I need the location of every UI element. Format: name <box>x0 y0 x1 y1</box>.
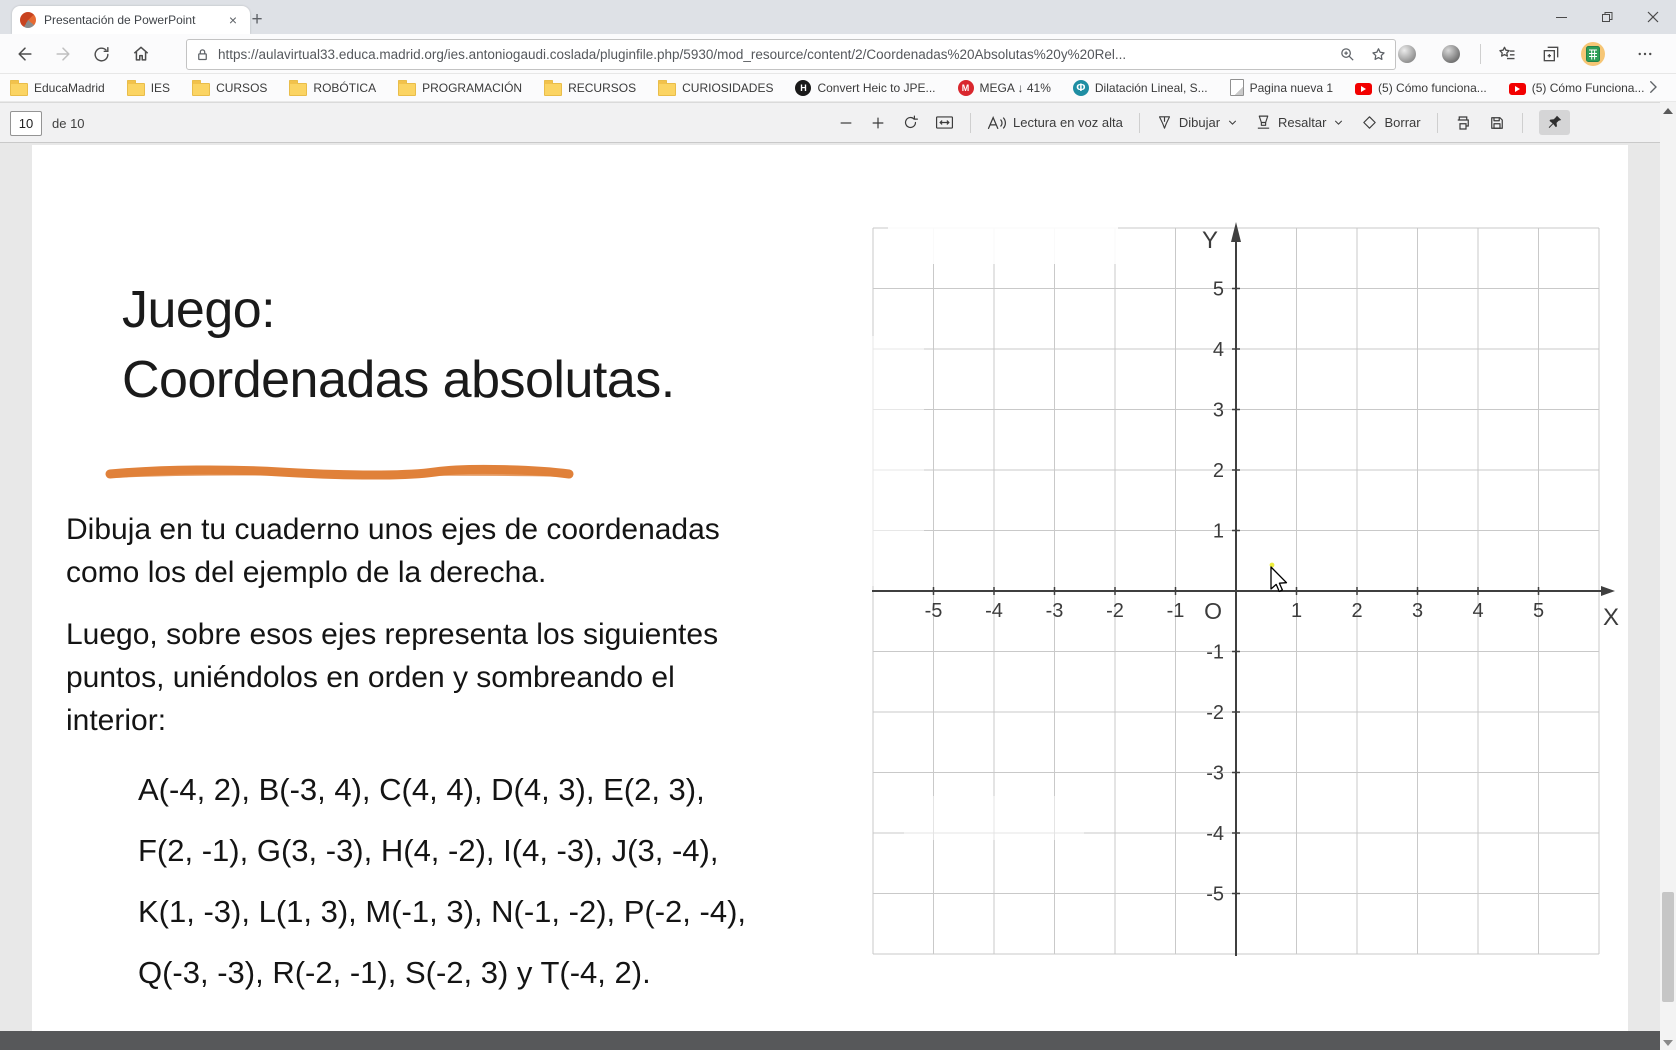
window-restore-button[interactable] <box>1584 0 1630 34</box>
restore-icon <box>1601 11 1613 23</box>
pin-toolbar-button[interactable] <box>1539 110 1570 135</box>
y-tick-label: -4 <box>1206 823 1224 845</box>
bookmark-label: Pagina nueva 1 <box>1249 80 1334 95</box>
draw-label: Dibujar <box>1178 115 1221 130</box>
page-gap-bar <box>0 1031 1660 1050</box>
bookmark-item[interactable] <box>1073 80 1208 96</box>
fit-width-icon <box>935 114 954 131</box>
zoom-page-icon[interactable] <box>1339 46 1356 63</box>
rotate-button[interactable] <box>902 114 919 131</box>
tab-strip <box>0 0 1676 34</box>
folder-icon <box>289 83 307 96</box>
bookmark-item[interactable] <box>10 80 105 96</box>
scroll-up-icon[interactable] <box>1663 108 1673 114</box>
forward-button <box>50 41 76 67</box>
y-axis-label: Y <box>1201 227 1218 254</box>
toolbar-separator <box>1139 113 1140 133</box>
bookmarks-overflow-button[interactable] <box>1644 78 1662 96</box>
close-icon <box>1647 11 1659 23</box>
x-tick-label: -1 <box>1166 600 1185 622</box>
y-tick-label: 2 <box>1212 460 1224 482</box>
pin-icon <box>1546 114 1563 131</box>
eraser-icon <box>1361 114 1378 131</box>
chevron-down-icon <box>1226 116 1239 129</box>
phi-icon <box>1073 80 1089 96</box>
minimize-icon <box>1556 17 1567 18</box>
x-tick-label: 2 <box>1351 600 1363 622</box>
save-icon <box>1488 114 1506 132</box>
x-tick-label: -2 <box>1106 600 1124 622</box>
forward-icon <box>53 44 73 64</box>
text-line: Q(-3, -3), R(-2, -1), S(-2, 3) y T(-4, 2). <box>138 955 651 990</box>
bookmark-item[interactable] <box>1509 81 1645 95</box>
h-circle-icon <box>795 80 811 96</box>
bookmark-label: (5) Cómo Funciona... <box>1531 80 1645 95</box>
bookmark-item[interactable] <box>544 80 636 96</box>
folder-icon <box>192 83 210 96</box>
bookmark-label: IES <box>150 80 171 95</box>
bookmark-item[interactable] <box>289 80 376 96</box>
browser-tab[interactable] <box>12 6 250 34</box>
collections-icon <box>1541 44 1561 64</box>
nav-separator <box>1480 44 1481 64</box>
youtube-icon <box>1355 83 1372 95</box>
read-aloud-label: Lectura en voz alta <box>1013 115 1123 130</box>
bookmark-label: RECURSOS <box>568 80 637 95</box>
draw-button[interactable] <box>1156 114 1239 131</box>
favorite-star-icon[interactable] <box>1370 46 1387 63</box>
slide-title <box>122 275 675 415</box>
y-tick-label: -1 <box>1206 641 1224 664</box>
text-line: A(-4, 2), B(-3, 4), C(4, 4), D(4, 3), E(2, 3), <box>138 772 705 807</box>
y-tick-label: -3 <box>1206 762 1224 785</box>
origin-label: O <box>1204 598 1222 624</box>
lock-icon <box>195 47 210 62</box>
pdf-content-area <box>0 143 1676 1050</box>
page-total-label: de 10 <box>52 116 85 131</box>
y-tick-label: 1 <box>1212 520 1224 543</box>
bookmark-item[interactable] <box>1230 79 1333 96</box>
page-number-input[interactable] <box>10 111 42 136</box>
scroll-down-icon[interactable] <box>1663 1040 1673 1046</box>
x-tick-label: 1 <box>1290 600 1303 622</box>
bookmark-item[interactable] <box>127 80 170 96</box>
tab-close-icon[interactable]: × <box>228 12 238 28</box>
text-line: Luego, sobre esos ejes representa los siguientes <box>66 618 719 651</box>
erase-button[interactable] <box>1361 114 1420 131</box>
bookmark-item[interactable] <box>192 80 267 96</box>
scrollbar-thumb[interactable] <box>1662 892 1674 1002</box>
slide-title-line2: Coordenadas absolutas. <box>122 351 675 409</box>
read-aloud-icon <box>987 115 1007 131</box>
erase-label: Borrar <box>1384 115 1421 130</box>
toolbar-separator <box>1437 113 1438 133</box>
folder-icon <box>10 83 28 96</box>
highlighter-icon <box>1255 114 1272 131</box>
calculator-extension-button[interactable] <box>1580 41 1606 67</box>
chevron-right-icon <box>1644 78 1662 96</box>
powerpoint-favicon-icon <box>20 12 36 28</box>
slide-points-list <box>138 759 746 1003</box>
slide-title-line1: Juego: <box>122 281 276 339</box>
folder-icon <box>398 83 416 96</box>
bookmark-item[interactable] <box>1355 81 1487 95</box>
folder-icon <box>658 83 676 96</box>
x-tick-label: -4 <box>985 600 1003 622</box>
toolbar-separator <box>970 113 971 133</box>
youtube-icon <box>1509 83 1526 95</box>
bookmark-label: CURIOSIDADES <box>682 80 774 95</box>
x-tick-label: 5 <box>1532 600 1545 622</box>
extension-orb-1-icon[interactable] <box>1394 41 1420 67</box>
bookmarks-bar <box>0 74 1676 102</box>
bookmark-label: ROBÓTICA <box>313 80 377 95</box>
address-bar[interactable] <box>186 39 1396 70</box>
refresh-icon <box>92 45 111 64</box>
minus-icon <box>838 115 854 131</box>
slide-paragraph-2 <box>66 613 718 742</box>
pen-icon <box>1156 114 1173 131</box>
print-button[interactable] <box>1454 114 1472 132</box>
y-tick-label: -5 <box>1206 883 1224 906</box>
navigation-bar <box>0 34 1676 74</box>
vertical-scrollbar[interactable] <box>1660 102 1676 1050</box>
text-line: como los del ejemplo de la derecha. <box>66 556 547 589</box>
save-button[interactable] <box>1488 114 1506 132</box>
y-tick-label: 4 <box>1212 339 1224 361</box>
highlight-button[interactable] <box>1255 114 1345 131</box>
rotate-icon <box>902 114 919 131</box>
bookmark-label: Dilatación Lineal, S... <box>1094 80 1208 95</box>
slide-paragraph-1 <box>66 508 720 594</box>
folder-icon <box>544 83 562 96</box>
printer-icon <box>1454 114 1472 132</box>
coordinate-grid-svg <box>858 196 1628 986</box>
bookmark-label: EducaMadrid <box>34 80 105 95</box>
fit-width-button[interactable] <box>935 114 954 131</box>
text-line: puntos, uniéndolos en orden y sombreando el <box>66 661 675 694</box>
new-tab-button[interactable]: + <box>251 9 263 30</box>
plus-icon <box>870 115 886 131</box>
back-icon <box>15 44 35 64</box>
x-axis-label: X <box>1602 604 1620 631</box>
text-line: F(2, -1), G(3, -3), H(4, -2), I(4, -3), J(3, -4), <box>138 833 719 868</box>
x-tick-label: 3 <box>1411 600 1424 622</box>
url-text: https://aulavirtual33.educa.madrid.org/ies.antoniogaudi.coslada/pluginfile.php/5930/mod_resource/content/2/Coordenadas%20Absolutas%20y%20Rel... <box>218 47 1127 62</box>
window-minimize-button[interactable] <box>1538 0 1584 34</box>
ellipsis-icon <box>1636 45 1654 63</box>
y-tick-label: -2 <box>1206 702 1224 724</box>
window-close-button[interactable] <box>1630 0 1676 34</box>
mega-icon <box>958 80 974 96</box>
collections-button[interactable] <box>1538 41 1564 67</box>
text-line: interior: <box>66 704 167 737</box>
bookmark-label: Convert Heic to JPE... <box>817 80 936 95</box>
bookmark-label: CURSOS <box>216 80 268 95</box>
y-tick-label: 3 <box>1212 399 1224 422</box>
slide-page <box>32 145 1628 1031</box>
bookmark-label: PROGRAMACIÓN <box>422 80 523 95</box>
bookmark-item[interactable] <box>398 80 522 96</box>
calculator-icon <box>1581 42 1605 66</box>
bookmark-item[interactable] <box>795 80 935 96</box>
mouse-cursor <box>1266 562 1292 596</box>
bookmark-item[interactable] <box>658 80 773 96</box>
x-tick-label: -5 <box>924 600 943 622</box>
home-button[interactable] <box>128 41 154 67</box>
folder-icon <box>127 83 145 96</box>
pdf-toolbar <box>0 102 1660 143</box>
text-line: K(1, -3), L(1, 3), M(-1, 3), N(-1, -2), P(-2, -4), <box>138 894 747 929</box>
favorites-hub-button[interactable] <box>1494 41 1520 67</box>
tab-title: Presentación de PowerPoint <box>44 13 196 27</box>
bookmark-item[interactable] <box>958 80 1051 96</box>
y-tick-label: 5 <box>1212 278 1224 301</box>
home-icon <box>131 44 151 64</box>
zoom-in-button[interactable] <box>870 115 886 131</box>
bookmark-label: MEGA ↓ 41% <box>979 80 1051 95</box>
refresh-button[interactable] <box>88 41 114 67</box>
page-icon <box>1230 79 1244 96</box>
chevron-down-icon <box>1332 116 1345 129</box>
x-tick-label: -3 <box>1045 600 1064 622</box>
bookmark-label: (5) Cómo funciona... <box>1378 80 1487 95</box>
toolbar-separator <box>1522 113 1523 133</box>
orange-underline <box>105 463 575 483</box>
favorites-list-icon <box>1497 44 1517 64</box>
settings-menu-button[interactable] <box>1632 41 1658 67</box>
extension-orb-2-icon[interactable] <box>1438 41 1464 67</box>
text-line: Dibuja en tu cuaderno unos ejes de coordenadas <box>66 513 720 546</box>
x-tick-label: 4 <box>1472 600 1484 622</box>
read-aloud-button[interactable] <box>987 115 1123 131</box>
back-button[interactable] <box>12 41 38 67</box>
highlight-label: Resaltar <box>1278 115 1327 130</box>
zoom-out-button[interactable] <box>838 115 854 131</box>
